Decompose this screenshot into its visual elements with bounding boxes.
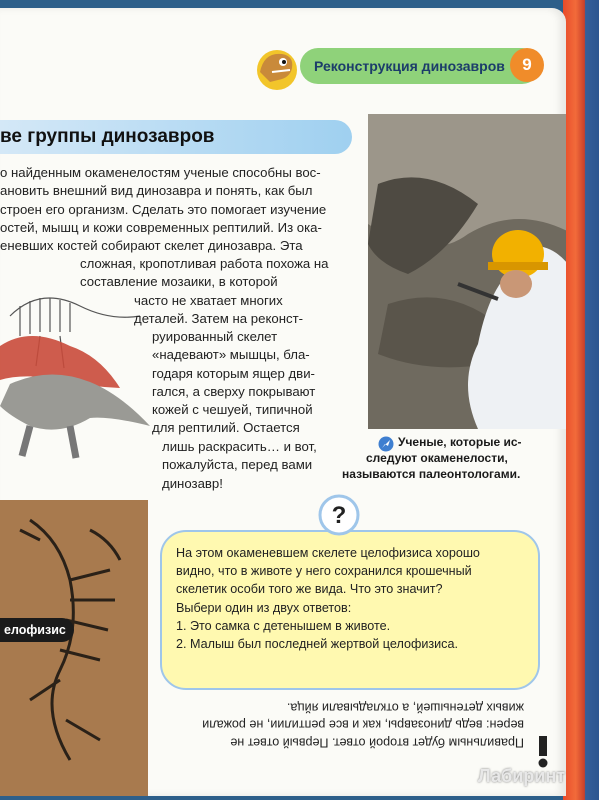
dinosaur-logo-icon — [250, 42, 300, 92]
text-line: составление мозаики, в которой — [80, 274, 278, 290]
main-text-cont-4 — [162, 438, 317, 493]
caption-line: Ученые, которые ис- — [398, 435, 522, 449]
text-line: о найденным окаменелостям ученые способны вос- — [0, 165, 321, 180]
main-text-cont-1 — [80, 255, 329, 292]
text-line: часто не хватает многих — [134, 293, 283, 308]
svg-text:?: ? — [331, 502, 347, 529]
text-line: лишь раскрасить… и вот, — [162, 439, 317, 454]
watermark: Лабиринт — [478, 766, 566, 786]
text-line: остей, мышц и кожи современных рептилий. Из ока- — [0, 219, 322, 235]
fossil-label: елофизис — [0, 618, 74, 642]
quiz-line: видно, что в животе у него сохранился крошечный — [176, 564, 472, 579]
photo-caption — [342, 434, 566, 482]
paleontologist-photo — [368, 114, 566, 429]
text-line: строен его организм. Сделать это помогает изучение — [0, 201, 327, 217]
page-number: 9 — [510, 48, 544, 82]
section-title: ве группы динозавров — [0, 126, 215, 147]
book-page — [0, 8, 566, 796]
upside-down-answer — [164, 698, 524, 751]
info-icon — [536, 736, 550, 768]
text-line: руированный скелет — [152, 329, 278, 344]
coelophysis-fossil-photo — [0, 500, 148, 796]
quiz-line: 1. Это самка с детенышем в животе. — [176, 618, 391, 633]
quiz-text — [176, 544, 480, 653]
text-line: годаря которым ящер дви- — [152, 365, 315, 381]
main-text-cont-3 — [152, 328, 315, 438]
caption-line: называются палеонтологами. — [342, 467, 521, 481]
answer-line: Правильным будет второй ответ. Первый ответ не — [230, 735, 524, 750]
answer-line: живых детенышей, а откладывали яйца. — [286, 700, 524, 715]
quiz-line: скелетик особи того же вида. Что это значит? — [176, 582, 443, 597]
book-edge — [563, 0, 599, 800]
text-line: пожалуйста, перед вами — [162, 457, 313, 473]
question-icon — [318, 494, 360, 536]
text-line: «надевают» мышцы, бла- — [152, 347, 310, 363]
text-line: еневших костей собирают скелет динозавра. Эта — [0, 238, 303, 254]
text-line: для рептилий. Остается — [152, 420, 300, 436]
text-line: сложная, кропотливая работа похожа на — [80, 256, 329, 271]
main-text — [0, 164, 326, 255]
quiz-line: Выбери один из двух ответов: — [176, 600, 352, 615]
main-text-cont-2 — [134, 292, 303, 329]
text-line: ановить внешний вид динозавра и понять, как был — [0, 183, 313, 199]
text-line: деталей. Затем на реконст- — [134, 311, 304, 327]
text-line: динозавр! — [162, 475, 223, 491]
text-line: кожей с чешуей, типичной — [152, 402, 313, 418]
text-line: гался, а сверху покрывают — [152, 383, 316, 399]
quiz-line: 2. Малыш был последней жертвой целофизиса. — [176, 637, 458, 652]
page-header-title: Реконструкция динозавров — [314, 58, 505, 74]
quiz-line: На этом окаменевшем скелете целофизиса хорошо — [176, 546, 480, 560]
answer-line: верен: ведь динозавры, как и все рептилии, не рожали — [202, 718, 524, 732]
caption-line: следуют окаменелости, — [366, 451, 508, 465]
